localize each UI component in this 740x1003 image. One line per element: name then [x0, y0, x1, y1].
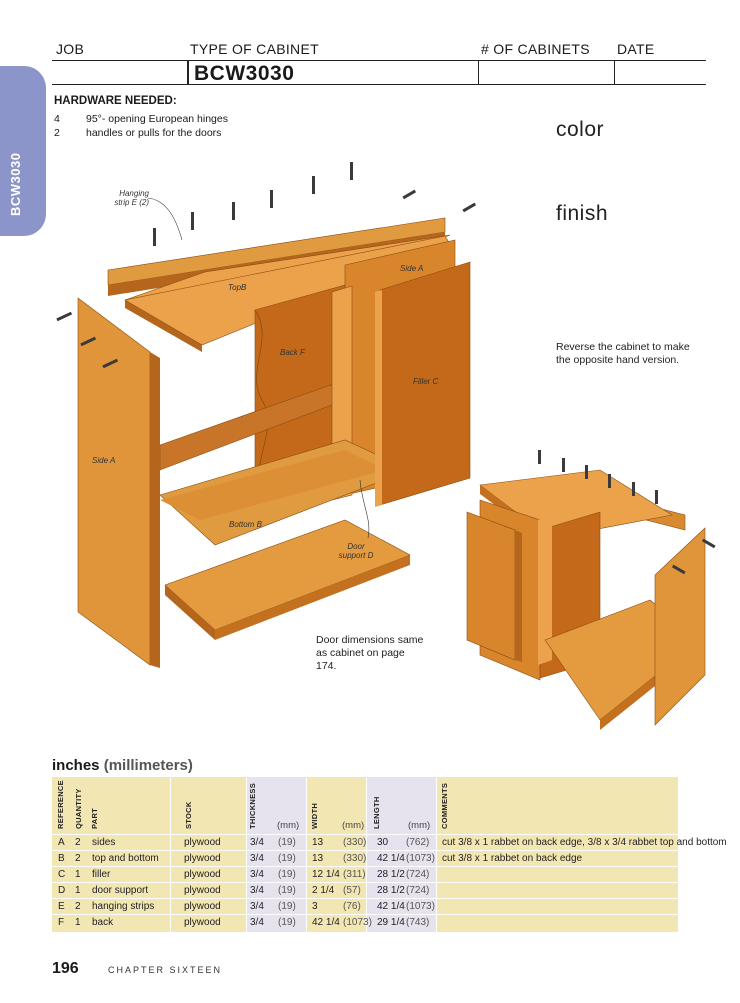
cell-comment: cut 3/8 x 1 rabbet on back edge [442, 853, 583, 864]
cell-length-mm: (762) [406, 837, 430, 848]
cell-length-mm: (1073) [406, 901, 435, 912]
cell-comment: cut 3/8 x 1 rabbet on back edge, 3/8 x 3/4 rabbet top and bottom [442, 837, 727, 848]
cell-thick: 3/4 [250, 837, 264, 848]
cell-length: 30 [377, 837, 389, 848]
cell-ref: A [58, 837, 65, 848]
cut-list-table [52, 777, 727, 932]
header-thickness: THICKNESS [248, 782, 257, 829]
cell-ref: C [58, 869, 66, 880]
cell-stock: plywood [184, 869, 221, 880]
cell-part: door support [92, 885, 149, 896]
cell-thick: 3/4 [250, 901, 264, 912]
cell-width: 42 1/4 [312, 917, 340, 928]
door-dimensions-note: Door dimensions same as cabinet on page 174. [316, 634, 424, 672]
cell-width-mm: (1073) [343, 917, 372, 928]
finish-note: finish [556, 202, 609, 225]
cell-width-mm: (330) [343, 853, 367, 864]
cell-qty: 2 [75, 901, 81, 912]
header-comments: COMMENTS [440, 782, 449, 829]
cell-stock: plywood [184, 901, 221, 912]
hardware-qty: 4 [54, 113, 60, 125]
label-door-support: Door support D [338, 542, 374, 560]
cell-stock: plywood [184, 837, 221, 848]
section-tab-label: BCW3030 [8, 152, 23, 216]
cell-qty: 2 [75, 837, 81, 848]
cell-qty: 1 [75, 869, 81, 880]
cell-thick-mm: (19) [278, 869, 296, 880]
color-note: color [556, 118, 605, 141]
cell-length-mm: (724) [406, 885, 430, 896]
cell-qty: 2 [75, 853, 81, 864]
label-side-a: Side A [92, 456, 116, 465]
cell-ref: D [58, 885, 66, 896]
label-bottom: Bottom B [229, 520, 262, 529]
header-quantity: QUANTITY [74, 788, 83, 829]
cell-width: 2 1/4 [312, 885, 335, 896]
label-filler: Filler C [413, 377, 439, 386]
type-of-cabinet-label: TYPE OF CABINET [190, 41, 319, 57]
cell-qty: 1 [75, 917, 81, 928]
number-of-cabinets-label: # OF CABINETS [481, 41, 590, 57]
cell-qty: 1 [75, 885, 81, 896]
label-hanging-strip: Hanging strip E (2) [114, 189, 149, 207]
chapter-label: CHAPTER SIXTEEN [108, 965, 223, 975]
label-top: TopB [228, 283, 247, 292]
hardware-qty: 2 [54, 127, 60, 139]
cell-part: back [92, 917, 114, 928]
cell-length: 42 1/4 [377, 901, 405, 912]
cell-thick-mm: (19) [278, 885, 296, 896]
job-label: JOB [56, 41, 85, 57]
table-title-inches: inches [52, 757, 100, 774]
label-side-a-rear: Side A [400, 264, 424, 273]
cell-stock: plywood [184, 853, 221, 864]
table-title [52, 757, 193, 774]
cell-length-mm: (724) [406, 869, 430, 880]
cell-thick-mm: (19) [278, 837, 296, 848]
header-length: LENGTH [372, 796, 381, 829]
cell-thick-mm: (19) [278, 917, 296, 928]
page-number: 196 [52, 960, 79, 977]
cell-ref: B [58, 853, 65, 864]
cell-length: 28 1/2 [377, 885, 405, 896]
cell-part: filler [92, 869, 111, 880]
cell-part: top and bottom [92, 853, 159, 864]
cell-length: 29 1/4 [377, 917, 405, 928]
cell-part: hanging strips [92, 901, 155, 912]
reverse-note: Reverse the cabinet to make the opposite hand version. [556, 341, 690, 366]
cell-stock: plywood [184, 885, 221, 896]
cell-ref: F [58, 917, 65, 928]
header-part: PART [90, 807, 99, 829]
cell-length: 28 1/2 [377, 869, 405, 880]
cell-width: 13 [312, 853, 324, 864]
date-label: DATE [617, 41, 655, 57]
cell-width: 13 [312, 837, 324, 848]
cell-width-mm: (330) [343, 837, 367, 848]
cell-thick-mm: (19) [278, 853, 296, 864]
cell-thick: 3/4 [250, 853, 264, 864]
cell-width-mm: (311) [343, 869, 366, 880]
header-stock: STOCK [184, 801, 193, 829]
cell-width: 12 1/4 [312, 869, 340, 880]
header-width-mm: (mm) [342, 820, 365, 831]
hardware-desc: handles or pulls for the doors [86, 127, 222, 139]
cell-thick: 3/4 [250, 869, 264, 880]
cell-ref: E [58, 901, 65, 912]
cell-length-mm: (1073) [406, 853, 435, 864]
hardware-desc: 95°- opening European hinges [86, 113, 228, 125]
cell-thick-mm: (19) [278, 901, 296, 912]
header-width: WIDTH [310, 802, 319, 829]
cell-length-mm: (743) [406, 917, 430, 928]
cell-stock: plywood [184, 917, 221, 928]
cell-length: 42 1/4 [377, 853, 405, 864]
cell-width: 3 [312, 901, 318, 912]
hardware-title: HARDWARE NEEDED: [54, 95, 177, 107]
table-title-units: (millimeters) [103, 757, 193, 774]
cell-thick: 3/4 [250, 885, 264, 896]
cell-thick: 3/4 [250, 917, 264, 928]
cabinet-code: BCW3030 [194, 62, 295, 85]
label-back: Back F [280, 348, 305, 357]
header-thickness-mm: (mm) [277, 820, 300, 831]
header-reference: REFERENCE [56, 780, 65, 829]
header-length-mm: (mm) [408, 820, 431, 831]
cell-width-mm: (57) [343, 885, 361, 896]
cell-part: sides [92, 837, 116, 848]
cell-width-mm: (76) [343, 901, 361, 912]
